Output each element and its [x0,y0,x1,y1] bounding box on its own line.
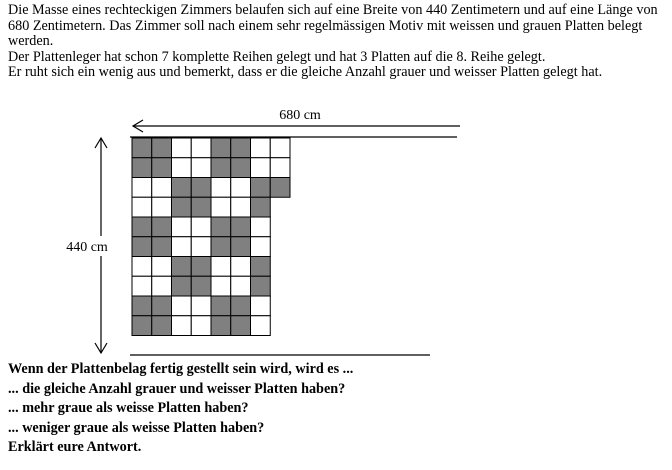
grey-tile [172,276,192,296]
grey-tile [251,197,271,217]
grey-tile [132,158,152,178]
white-tile [132,178,152,198]
grey-tile [152,316,172,336]
white-tile [152,178,172,198]
white-tile [152,197,172,217]
white-tile [231,197,251,217]
option-equal-count: ... die gleiche Anzahl grauer und weisser Platten haben? [8,380,346,397]
white-tile [191,217,211,237]
white-tile [270,158,290,178]
white-tile [211,257,231,277]
grey-tile [231,296,251,316]
white-tile [231,178,251,198]
white-tile [152,276,172,296]
white-tile [270,138,290,158]
white-tile [231,257,251,277]
grey-tile [191,178,211,198]
length-label: 680 cm [279,108,321,123]
grey-tile [211,316,231,336]
grey-tile [231,316,251,336]
grey-tile [132,316,152,336]
grey-tile [132,138,152,158]
grey-tile [152,296,172,316]
white-tile [191,237,211,257]
white-tile [132,197,152,217]
grey-tile [270,178,290,198]
white-tile [191,316,211,336]
grey-tile [152,237,172,257]
grey-tile [152,138,172,158]
grey-tile [251,276,271,296]
grey-tile [231,138,251,158]
white-tile [191,158,211,178]
grey-tile [211,237,231,257]
white-tile [172,316,192,336]
grey-tile [231,237,251,257]
intro-paragraph-room-dimensions: Die Masse eines rechteckigen Zimmers belaufen sich auf eine Breite von 440 Zentimetern und auf eine Länge von 680 Zentimetern. Das Zimmer soll nach einem sehr regelmässigen Motiv mit weissen und grauen Platten belegt werden. [8,2,658,49]
white-tile [211,178,231,198]
width-dimension [60,138,120,353]
white-tile [152,257,172,277]
length-dimension [133,108,460,132]
grey-tile [251,257,271,277]
white-tile [172,158,192,178]
grey-tile [152,158,172,178]
width-label: 440 cm [66,240,108,255]
grey-tile [172,178,192,198]
white-tile [211,197,231,217]
grey-tile [231,217,251,237]
question-intro: Wenn der Plattenbelag fertig gestellt sein wird, wird es ... [8,361,354,377]
white-tile [191,296,211,316]
white-tile [172,138,192,158]
grey-tile [251,178,271,198]
questions-block [8,360,668,458]
option-more-grey: ... mehr graue als weisse Platten haben? [8,400,249,416]
grey-tile [152,217,172,237]
white-tile [231,276,251,296]
grey-tile [211,296,231,316]
grey-tile [132,296,152,316]
white-tile [191,138,211,158]
grey-tile [231,158,251,178]
grey-tile [172,257,192,277]
grey-tile [132,237,152,257]
grey-tile [191,276,211,296]
grey-tile [191,257,211,277]
grey-tile [211,158,231,178]
grey-tile [191,197,211,217]
white-tile [251,316,271,336]
white-tile [172,217,192,237]
white-tile [251,158,271,178]
white-tile [132,276,152,296]
option-fewer-grey: ... weniger graue als weisse Platten haben? [8,419,265,436]
white-tile [251,217,271,237]
white-tile [132,257,152,277]
intro-paragraph-rows-laid: Der Plattenleger hat schon 7 komplette Reihen gelegt und hat 3 Platten auf die 8. Reihe gelegt. [8,48,546,65]
grey-tile [211,217,231,237]
tile-grid [132,138,290,336]
explain-instruction: Erklärt eure Antwort. [8,439,142,455]
grey-tile [172,197,192,217]
white-tile [211,276,231,296]
white-tile [172,296,192,316]
grey-tile [132,217,152,237]
white-tile [251,237,271,257]
intro-paragraph-equal-count: Er ruht sich ein wenig aus und bemerkt, dass er die gleiche Anzahl grauer und weisser Platten gelegt hat. [8,64,603,80]
white-tile [251,296,271,316]
white-tile [251,138,271,158]
white-tile [172,237,192,257]
grey-tile [211,138,231,158]
